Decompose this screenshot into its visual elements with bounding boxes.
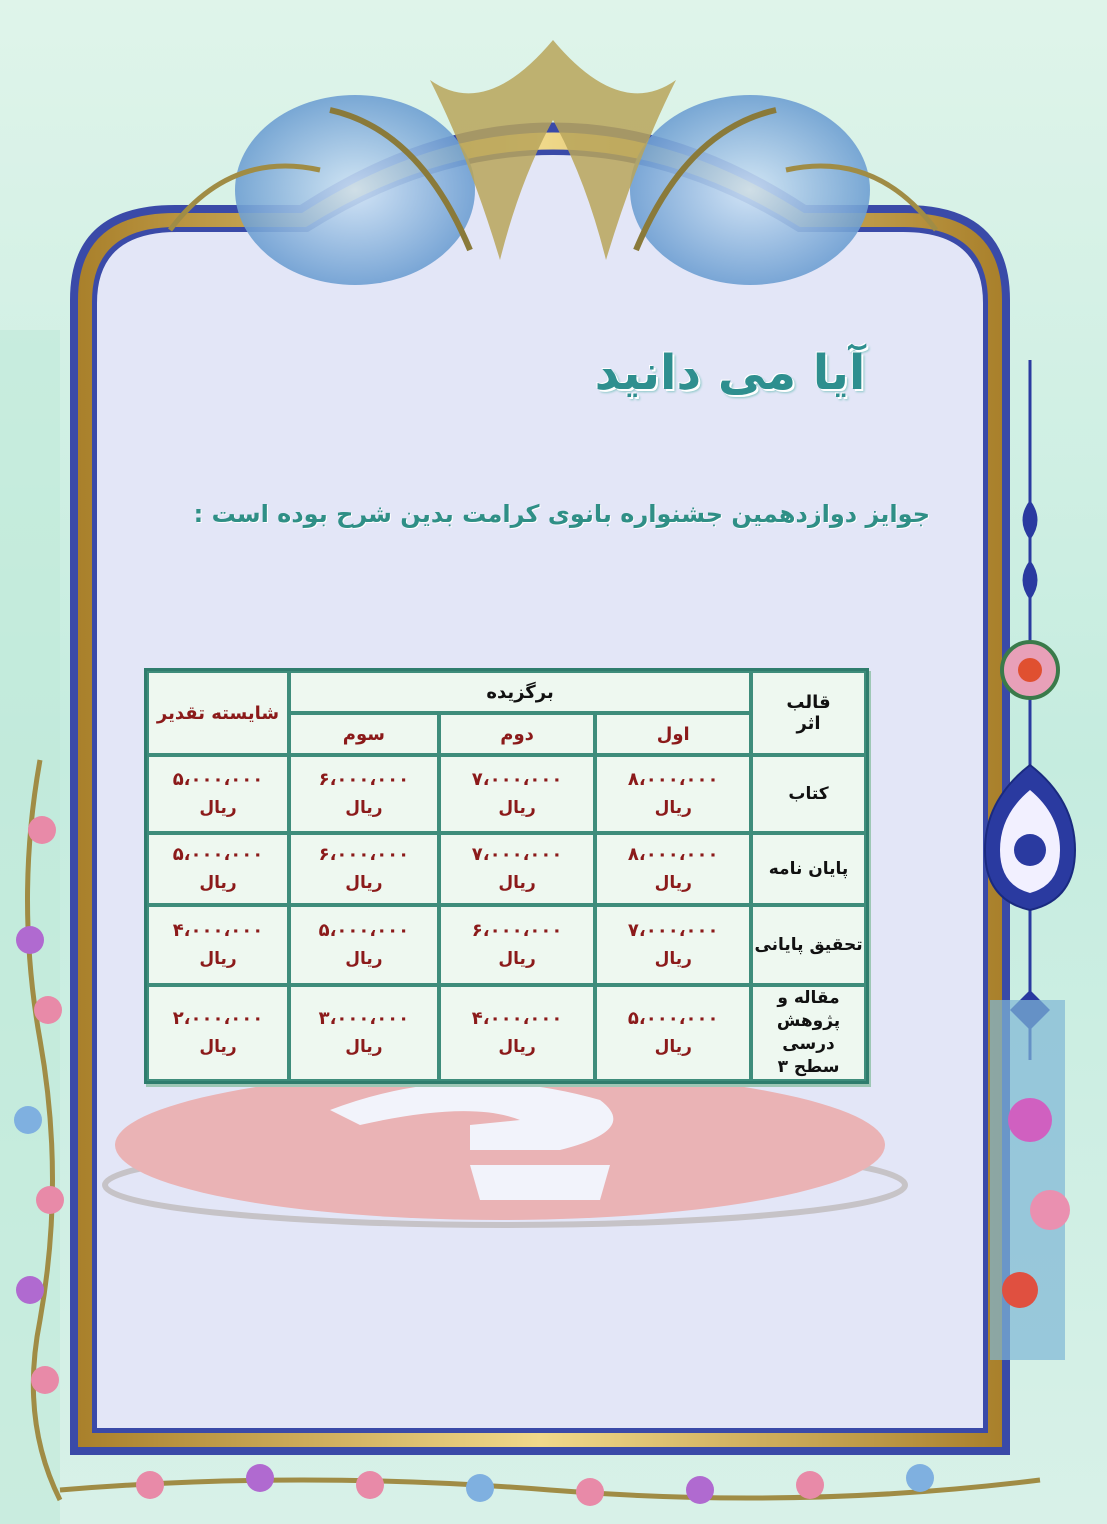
amount-currency: ریال <box>345 1036 383 1057</box>
header-rank-second: دوم <box>439 713 596 755</box>
amount-second <box>439 755 596 833</box>
amount-value: ۵،۰۰۰،۰۰۰ <box>172 844 264 865</box>
header-rank-third: سوم <box>289 713 439 755</box>
row-type <box>751 905 866 985</box>
amount-currency: ریال <box>345 948 383 969</box>
amount-value: ۷،۰۰۰،۰۰۰ <box>471 844 563 865</box>
amount-currency: ریال <box>345 872 383 893</box>
page-subtitle: جوایز دوازدهمین جشنواره بانوی کرامت بدین شرح بوده است : <box>193 500 930 528</box>
table-row <box>147 755 866 833</box>
page-title: آیا می دانید <box>594 345 866 401</box>
amount-currency: ریال <box>654 1036 692 1057</box>
header-worthy: شایسته تقدیر <box>147 671 289 755</box>
amount-value: ۵،۰۰۰،۰۰۰ <box>318 920 410 941</box>
header-type <box>751 671 866 755</box>
amount-currency: ریال <box>654 797 692 818</box>
amount-third <box>289 755 439 833</box>
row-type-line: کتاب <box>788 783 829 804</box>
amount-third <box>289 985 439 1081</box>
amount-second <box>439 833 596 905</box>
amount-first <box>595 755 751 833</box>
header-rank-first: اول <box>595 713 751 755</box>
amount-value: ۶،۰۰۰،۰۰۰ <box>471 920 563 941</box>
amount-currency: ریال <box>199 797 237 818</box>
amount-currency: ریال <box>498 1036 536 1057</box>
header-type-line: اثر <box>796 713 821 734</box>
amount-value: ۴،۰۰۰،۰۰۰ <box>172 920 264 941</box>
amount-value: ۸،۰۰۰،۰۰۰ <box>627 844 719 865</box>
amount-value: ۵،۰۰۰،۰۰۰ <box>172 769 264 790</box>
amount-value: ۳،۰۰۰،۰۰۰ <box>318 1007 410 1029</box>
amount-currency: ریال <box>199 1036 237 1057</box>
amount-worthy <box>147 905 289 985</box>
amount-currency: ریال <box>654 948 692 969</box>
amount-first <box>595 905 751 985</box>
amount-worthy <box>147 833 289 905</box>
row-type <box>751 985 866 1081</box>
amount-first <box>595 833 751 905</box>
amount-first <box>595 985 751 1081</box>
amount-value: ۷،۰۰۰،۰۰۰ <box>627 920 719 941</box>
row-type-line: پژوهش درسی <box>776 1010 841 1054</box>
row-type-line: سطح ۳ <box>777 1056 840 1077</box>
row-type <box>751 833 866 905</box>
lower-right-ornament <box>990 1000 1070 1360</box>
amount-currency: ریال <box>498 948 536 969</box>
amount-value: ۶،۰۰۰،۰۰۰ <box>318 844 410 865</box>
amount-second <box>439 905 596 985</box>
row-type <box>751 755 866 833</box>
amount-currency: ریال <box>199 872 237 893</box>
prize-rows <box>147 755 866 1081</box>
row-type-line: تحقیق پایانی <box>754 934 863 955</box>
table-row <box>147 905 866 985</box>
table-row <box>147 985 866 1081</box>
amount-worthy <box>147 985 289 1081</box>
amount-currency: ریال <box>345 797 383 818</box>
header-selected: برگزیده <box>289 671 751 713</box>
amount-value: ۵،۰۰۰،۰۰۰ <box>627 1007 719 1029</box>
amount-value: ۶،۰۰۰،۰۰۰ <box>318 769 410 790</box>
amount-currency: ریال <box>498 872 536 893</box>
table-row <box>147 833 866 905</box>
amount-second <box>439 985 596 1081</box>
amount-value: ۴،۰۰۰،۰۰۰ <box>471 1007 563 1029</box>
amount-worthy <box>147 755 289 833</box>
amount-currency: ریال <box>199 948 237 969</box>
amount-third <box>289 905 439 985</box>
row-type-line: مقاله و <box>777 988 840 1008</box>
amount-currency: ریال <box>654 872 692 893</box>
amount-value: ۲،۰۰۰،۰۰۰ <box>172 1007 264 1029</box>
row-type-line: پایان نامه <box>768 858 849 879</box>
amount-value: ۷،۰۰۰،۰۰۰ <box>471 769 563 790</box>
prize-table <box>144 668 869 1084</box>
header-type-line: قالب <box>786 692 831 713</box>
amount-third <box>289 833 439 905</box>
amount-currency: ریال <box>498 797 536 818</box>
amount-value: ۸،۰۰۰،۰۰۰ <box>627 769 719 790</box>
